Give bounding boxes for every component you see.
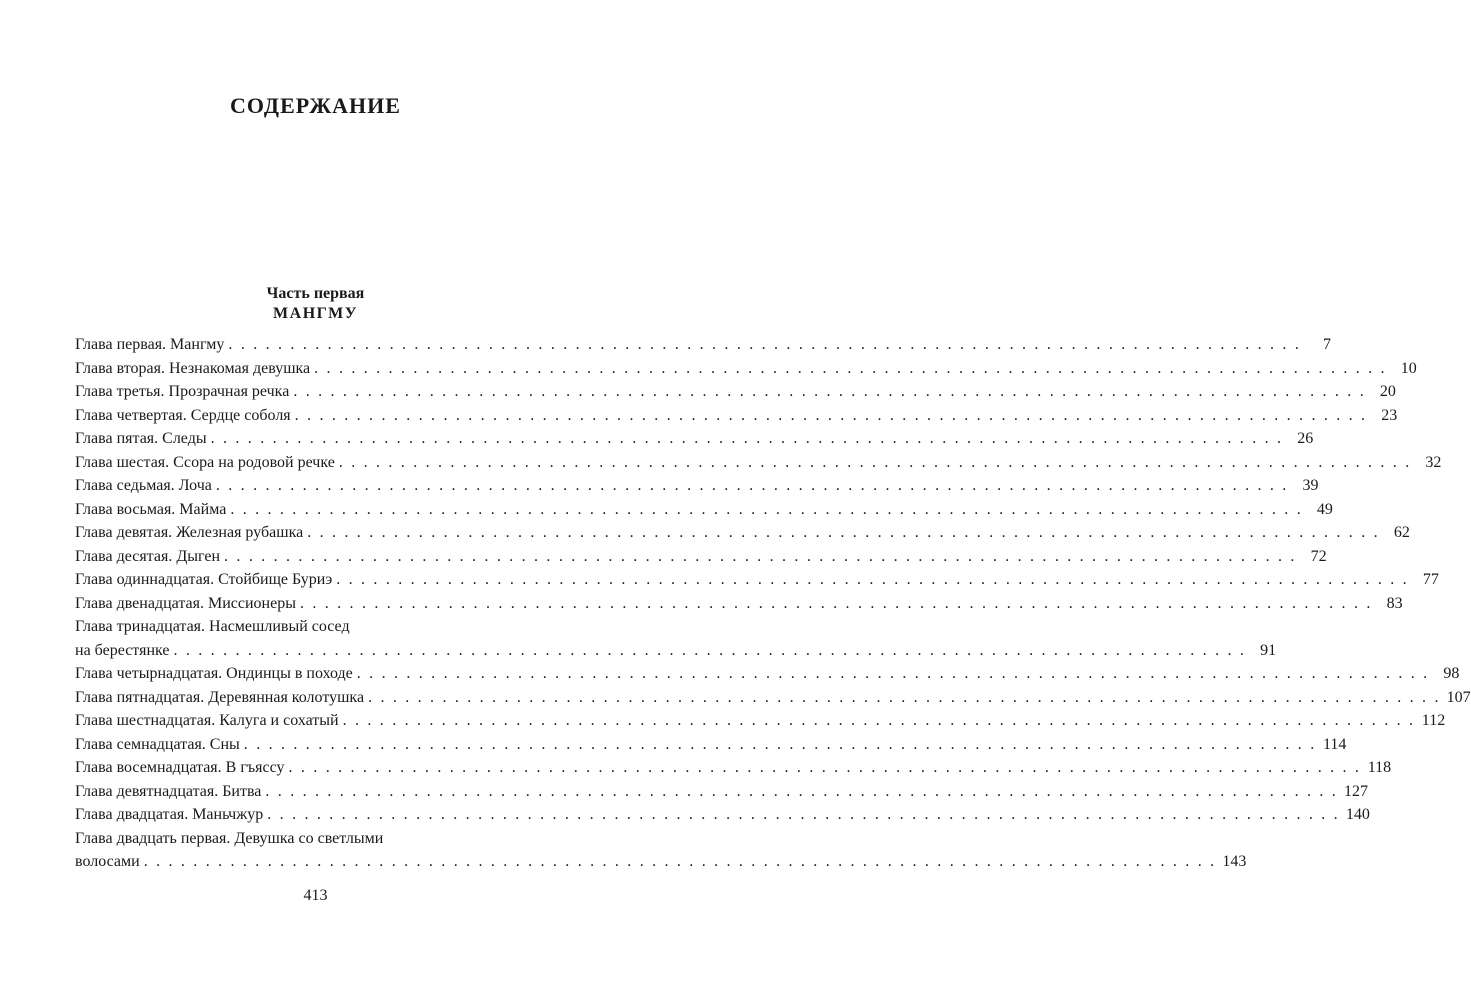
toc-page-number: 107 — [1446, 688, 1471, 706]
toc-page-number: 7 — [1323, 336, 1332, 353]
toc-leader-dots: . . . . . . . . . . . . . . . . . . . . . . . . . . . . . . . . . . . . . . . . . . . . . . . . . . . . . . . . . . . . . . . . . . . . . . . . . . . . . . . . . . . . . . . — [288, 759, 1362, 776]
toc-leader-dots: . . . . . . . . . . . . . . . . . . . . . . . . . . . . . . . . . . . . . . . . . . . . . . . . . . . . . . . . . . . . . . . . . . . . . . . . . . . . . . . . . . . . . . . — [299, 594, 1373, 612]
toc-entry-line — [75, 427, 1314, 451]
toc-page-number: 39 — [1302, 477, 1319, 494]
toc-entry-line — [75, 780, 1369, 804]
toc-entry — [75, 380, 1396, 404]
toc-page-number: 62 — [1393, 524, 1410, 541]
toc-entry-title: Глава тринадцатая. Насмешливый сосед — [75, 618, 350, 635]
toc-entry-title: Глава двадцатая. Маньчжур — [75, 806, 264, 823]
toc-entry-line — [75, 545, 1327, 569]
toc-entry — [75, 521, 1410, 545]
toc-entry — [75, 545, 1327, 569]
toc-entry-line — [75, 380, 1396, 404]
toc-entry-line — [75, 451, 1442, 475]
toc-page-number: 10 — [1400, 359, 1417, 377]
toc-entry — [75, 474, 1319, 498]
toc-entry-title: волосами — [75, 853, 140, 870]
toc-page-number: 91 — [1260, 641, 1277, 659]
toc-entry — [75, 427, 1314, 451]
toc-leader-dots: . . . . . . . . . . . . . . . . . . . . . . . . . . . . . . . . . . . . . . . . . . . . . . . . . . . . . . . . . . . . . . . . . . . . . . . . . . . . . . . . . . . . . . . — [314, 359, 1387, 377]
toc-entry-title: Глава двадцать первая. Девушка со светлыми — [75, 829, 384, 847]
toc-entry-title: Глава пятая. Следы — [75, 430, 207, 447]
toc-entry-line — [75, 803, 1370, 827]
toc-entry — [75, 451, 1442, 475]
toc-page-number: 127 — [1344, 782, 1369, 800]
toc-leader-dots: . . . . . . . . . . . . . . . . . . . . . . . . . . . . . . . . . . . . . . . . . . . . . . . . . . . . . . . . . . . . . . . . . . . . . . . . . . . . . . . . . . . . . . . — [338, 453, 1412, 471]
toc-entry — [75, 733, 1347, 757]
toc-page-number: 140 — [1345, 806, 1370, 823]
toc-page-number: 32 — [1425, 453, 1442, 471]
toc-page-number: 77 — [1422, 571, 1439, 588]
toc-leader-dots: . . . . . . . . . . . . . . . . . . . . . . . . . . . . . . . . . . . . . . . . . . . . . . . . . . . . . . . . . . . . . . . . . . . . . . . . . . . . . . . . . . . . . . . — [228, 336, 1302, 353]
toc-entry-title: Глава вторая. Незнакомая девушка — [75, 359, 311, 377]
toc-entry-title: на берестянке — [75, 641, 170, 659]
toc-entry-line — [75, 615, 526, 639]
toc-entry — [75, 333, 1332, 357]
toc-entry-title: Глава двенадцатая. Миссионеры — [75, 594, 296, 612]
toc-entry-line — [75, 521, 1410, 545]
toc-page-number: 112 — [1421, 712, 1446, 729]
toc-page-number: 114 — [1323, 735, 1347, 753]
page-title: СОДЕРЖАНИЕ — [230, 93, 401, 118]
toc-entry — [75, 827, 1247, 874]
toc-leader-dots: . . . . . . . . . . . . . . . . . . . . . . . . . . . . . . . . . . . . . . . . . . . . . . . . . . . . . . . . . . . . . . . . . . . . . . . . . . . . . . . . . . . . . . . — [356, 665, 1430, 682]
toc-entry — [75, 662, 1460, 686]
toc-entry-title: Глава третья. Прозрачная речка — [75, 383, 290, 400]
toc-entry — [75, 592, 1403, 616]
toc-leader-dots: . . . . . . . . . . . . . . . . . . . . . . . . . . . . . . . . . . . . . . . . . . . . . . . . . . . . . . . . . . . . . . . . . . . . . . . . . . . . . . . . . . . . . . . — [368, 688, 1441, 706]
toc-entry-line — [75, 850, 1247, 874]
toc-entry-line — [75, 404, 1398, 428]
toc-entry-line — [75, 827, 526, 851]
toc-entry-title: Глава шестая. Ссора на родовой речке — [75, 453, 335, 471]
toc-leader-dots: . . . . . . . . . . . . . . . . . . . . . . . . . . . . . . . . . . . . . . . . . . . . . . . . . . . . . . . . . . . . . . . . . . . . . . . . . . . . . . . . . . . . . . . — [230, 500, 1303, 518]
toc-entry — [75, 780, 1369, 804]
toc-entry-title: Глава десятая. Дыген — [75, 547, 221, 565]
toc-leader-dots: . . . . . . . . . . . . . . . . . . . . . . . . . . . . . . . . . . . . . . . . . . . . . . . . . . . . . . . . . . . . . . . . . . . . . . . . . . . . . . . . . . . . . . . — [293, 383, 1366, 400]
toc-page-number: 26 — [1297, 430, 1314, 447]
toc-entry — [75, 404, 1398, 428]
toc-leader-dots: . . . . . . . . . . . . . . . . . . . . . . . . . . . . . . . . . . . . . . . . . . . . . . . . . . . . . . . . . . . . . . . . . . . . . . . . . . . . . . . . . . . . . . . — [143, 853, 1217, 870]
toc-entry — [75, 568, 1439, 592]
toc-entry-line — [75, 709, 1446, 733]
toc-leader-dots: . . . . . . . . . . . . . . . . . . . . . . . . . . . . . . . . . . . . . . . . . . . . . . . . . . . . . . . . . . . . . . . . . . . . . . . . . . . . . . . . . . . . . . . — [265, 782, 1339, 800]
toc-leader-dots: . . . . . . . . . . . . . . . . . . . . . . . . . . . . . . . . . . . . . . . . . . . . . . . . . . . . . . . . . . . . . . . . . . . . . . . . . . . . . . . . . . . . . . . — [307, 524, 1380, 541]
toc-entry — [75, 709, 1446, 733]
toc-leader-dots: . . . . . . . . . . . . . . . . . . . . . . . . . . . . . . . . . . . . . . . . . . . . . . . . . . . . . . . . . . . . . . . . . . . . . . . . . . . . . . . . . . . . . . . — [224, 547, 1297, 565]
toc-entry-line — [75, 568, 1439, 592]
toc-entry-title: Глава седьмая. Лоча — [75, 477, 212, 494]
toc-entry — [75, 803, 1370, 827]
toc-entry-line — [75, 357, 1417, 381]
toc-entry-title: Глава восемнадцатая. В гъяссу — [75, 759, 285, 776]
toc-entry-title: Глава семнадцатая. Сны — [75, 735, 240, 753]
toc-entry — [75, 756, 1392, 780]
toc-entry-title: Глава первая. Мангму — [75, 336, 225, 353]
page-number: 413 — [303, 887, 328, 904]
part-title: МАНГМУ — [273, 305, 358, 322]
toc-entry-line — [75, 592, 1403, 616]
toc-entry-title: Глава четвертая. Сердце соболя — [75, 406, 291, 424]
toc-leader-dots: . . . . . . . . . . . . . . . . . . . . . . . . . . . . . . . . . . . . . . . . . . . . . . . . . . . . . . . . . . . . . . . . . . . . . . . . . . . . . . . . . . . . . . . — [243, 735, 1317, 753]
toc-entry-title: Глава восьмая. Майма — [75, 500, 227, 518]
toc-entry-title: Глава шестнадцатая. Калуга и сохатый — [75, 712, 339, 729]
toc-entry-title: Глава четырнадцатая. Ондинцы в походе — [75, 665, 353, 682]
toc-leader-dots: . . . . . . . . . . . . . . . . . . . . . . . . . . . . . . . . . . . . . . . . . . . . . . . . . . . . . . . . . . . . . . . . . . . . . . . . . . . . . . . . . . . . . . . — [173, 641, 1247, 659]
toc-entry-title: Глава девятнадцатая. Битва — [75, 782, 262, 800]
toc-entry-title: Глава одиннадцатая. Стойбище Буриэ — [75, 571, 333, 588]
toc-entry-line — [75, 474, 1319, 498]
toc-entry — [75, 615, 1277, 662]
toc-page-number: 49 — [1316, 500, 1333, 518]
toc-page-number: 83 — [1386, 594, 1403, 612]
toc-leader-dots: . . . . . . . . . . . . . . . . . . . . . . . . . . . . . . . . . . . . . . . . . . . . . . . . . . . . . . . . . . . . . . . . . . . . . . . . . . . . . . . . . . . . . . . — [215, 477, 1289, 494]
toc-entry-title: Глава девятая. Железная рубашка — [75, 524, 304, 541]
toc-page-number: 20 — [1379, 383, 1396, 400]
toc-entry-title: Глава пятнадцатая. Деревянная колотушка — [75, 688, 365, 706]
toc-entry — [75, 686, 1471, 710]
toc-leader-dots: . . . . . . . . . . . . . . . . . . . . . . . . . . . . . . . . . . . . . . . . . . . . . . . . . . . . . . . . . . . . . . . . . . . . . . . . . . . . . . . . . . . . . . . — [336, 571, 1409, 588]
toc-entry — [75, 498, 1333, 522]
toc-page-number: 72 — [1310, 547, 1327, 565]
toc-leader-dots: . . . . . . . . . . . . . . . . . . . . . . . . . . . . . . . . . . . . . . . . . . . . . . . . . . . . . . . . . . . . . . . . . . . . . . . . . . . . . . . . . . . . . . . — [342, 712, 1416, 729]
table-of-contents — [75, 333, 1471, 874]
toc-entry-line — [75, 333, 1332, 357]
toc-entry — [75, 357, 1417, 381]
toc-leader-dots: . . . . . . . . . . . . . . . . . . . . . . . . . . . . . . . . . . . . . . . . . . . . . . . . . . . . . . . . . . . . . . . . . . . . . . . . . . . . . . . . . . . . . . . — [294, 406, 1368, 424]
toc-entry-line — [75, 733, 1347, 757]
toc-entry-line — [75, 662, 1460, 686]
toc-page-number: 143 — [1222, 853, 1247, 870]
toc-entry-line — [75, 756, 1392, 780]
toc-page-number: 118 — [1367, 759, 1392, 776]
toc-entry-line — [75, 498, 1333, 522]
toc-leader-dots: . . . . . . . . . . . . . . . . . . . . . . . . . . . . . . . . . . . . . . . . . . . . . . . . . . . . . . . . . . . . . . . . . . . . . . . . . . . . . . . . . . . . . . . — [210, 430, 1284, 447]
toc-entry-line — [75, 639, 1277, 663]
toc-page-number: 23 — [1381, 406, 1398, 424]
toc-page-number: 98 — [1443, 665, 1460, 682]
part-subtitle: Часть первая — [266, 285, 365, 302]
toc-leader-dots: . . . . . . . . . . . . . . . . . . . . . . . . . . . . . . . . . . . . . . . . . . . . . . . . . . . . . . . . . . . . . . . . . . . . . . . . . . . . . . . . . . . . . . . — [267, 806, 1340, 823]
toc-entry-line — [75, 686, 1471, 710]
